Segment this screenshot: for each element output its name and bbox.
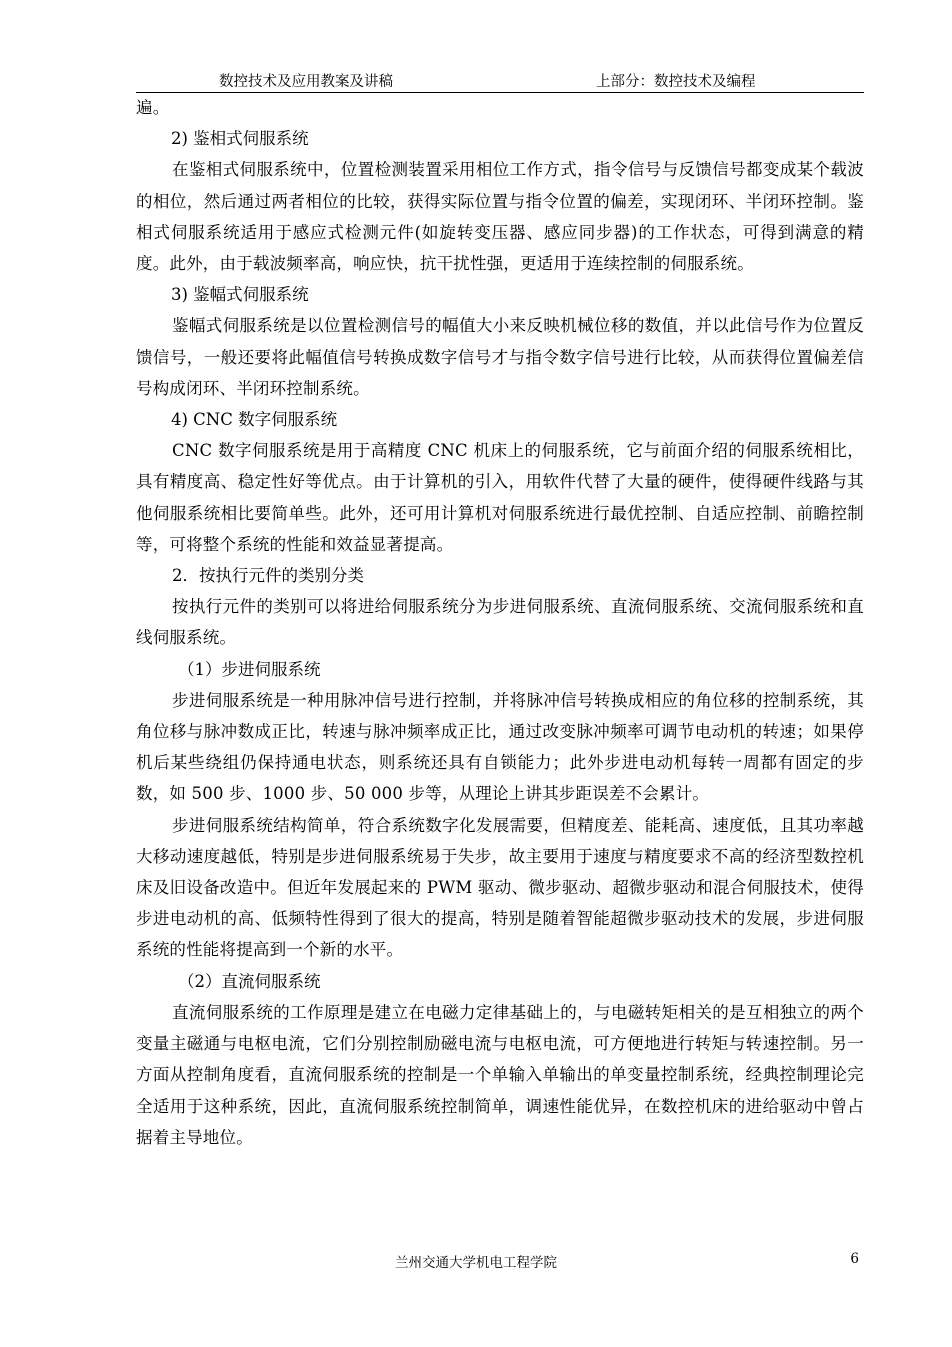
footer-institution: 兰州交通大学机电工程学院 — [395, 1255, 557, 1271]
header-section-title: 上部分：数控技术及编程 — [596, 74, 756, 90]
page-body — [136, 92, 864, 1153]
paragraph-dc-servo: 直流伺服系统的工作原理是建立在电磁力定律基础上的，与电磁转矩相关的是互相独立的两个变量主磁通与电枢电流，它们分别控制励磁电流与电枢电流，可方便地进行转矩与转速控制。另一方面从控制角度看，直流伺服系统的控制是一个单输入单输出的单变量控制系统，经典控制理论完全适用于这种系统，因此，直流伺服系统控制简单，调速性能优异，在数控机床的进给驱动中曾占据着主导地位。 — [136, 1002, 864, 1147]
heading-amplitude-servo: 3) 鉴幅式伺服系统 — [171, 285, 309, 305]
heading-cnc-digital-servo: 4) CNC 数字伺服系统 — [171, 410, 338, 430]
heading-stepper-servo: （1）步进伺服系统 — [178, 659, 321, 679]
paragraph-phase-servo: 在鉴相式伺服系统中，位置检测装置采用相位工作方式，指令信号与反馈信号都变成某个载波的相位，然后通过两者相位的比较，获得实际位置与指令位置的偏差，实现闭环、半闭环控制。鉴相式伺服系统适用于感应式检测元件(如旋转变压器、感应同步器)的工作状态，可得到满意的精度。此外，由于载波频率高，响应快，抗干扰性强，更适用于连续控制的伺服系统。 — [136, 160, 864, 274]
heading-phase-servo: 2) 鉴相式伺服系统 — [171, 129, 309, 149]
paragraph-stepper-servo-1: 步进伺服系统是一种用脉冲信号进行控制，并将脉冲信号转换成相应的角位移的控制系统，其角位移与脉冲数成正比，转速与脉冲频率成正比，通过改变脉冲频率可调节电动机的转速；如果停机后某些绕组仍保持通电状态，则系统还具有自锁能力；此外步进电动机每转一周都有固定的步数，如 500 步、1000 步、50 000 步等，从理论上讲其步距误差不会累计。 — [136, 690, 864, 804]
heading-dc-servo: （2）直流伺服系统 — [178, 971, 321, 991]
page-header — [136, 70, 864, 93]
paragraph-cnc-digital-servo: CNC 数字伺服系统是用于高精度 CNC 机床上的伺服系统，它与前面介绍的伺服系统相比，具有精度高、稳定性好等优点。由于计算机的引入，用软件代替了大量的硬件，使得硬件线路与其他伺服系统相比要简单些。此外，还可用计算机对伺服系统进行最优控制、自适应控制、前瞻控制等，可将整个系统的性能和效益显著提高。 — [136, 441, 864, 554]
paragraph-amplitude-servo: 鉴幅式伺服系统是以位置检测信号的幅值大小来反映机械位移的数值，并以此信号作为位置反馈信号，一般还要将此幅值信号转换成数字信号才与指令数字信号进行比较，从而获得位置偏差信号构成闭环、半闭环控制系统。 — [136, 316, 864, 398]
paragraph-actuator-classification: 按执行元件的类别可以将进给伺服系统分为步进伺服系统、直流伺服系统、交流伺服系统和直线伺服系统。 — [136, 597, 864, 648]
paragraph-stepper-servo-2: 步进伺服系统结构简单，符合系统数字化发展需要，但精度差、能耗高、速度低，且其功率越大移动速度越低，特别是步进伺服系统易于失步，故主要用于速度与精度要求不高的经济型数控机床及旧设备改造中。但近年发展起来的 PWM 驱动、微步驱动、超微步驱动和混合伺服技术，使得步进电动机的高、低频特性得到了很大的提高，特别是随着智能超微步驱动技术的发展，步进伺服系统的性能将提高到一个新的水平。 — [136, 815, 864, 960]
page-number: 6 — [850, 1251, 859, 1267]
heading-actuator-classification: 2．按执行元件的类别分类 — [172, 566, 364, 586]
paragraph-continuation: 遍。 — [136, 98, 170, 117]
header-course-title: 数控技术及应用教案及讲稿 — [219, 74, 393, 90]
